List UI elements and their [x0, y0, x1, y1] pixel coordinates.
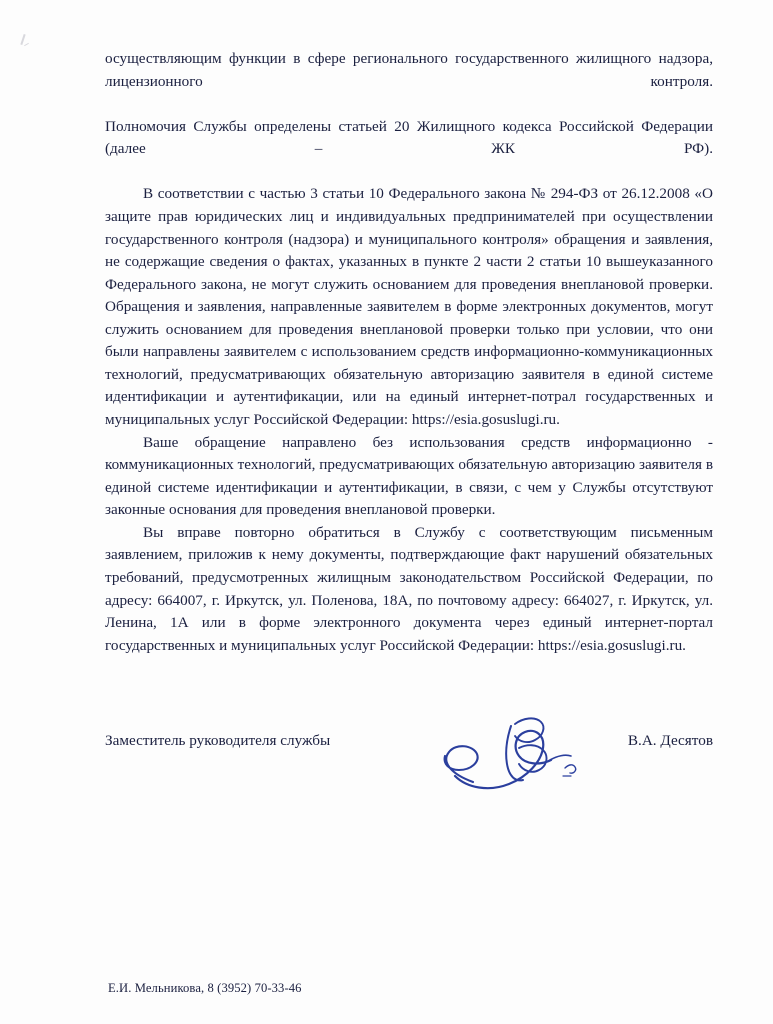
paragraph-authority: Полномочия Службы определены статьей 20 Жилищного кодекса Российской Федерации (далее – ЖК РФ).: [105, 117, 713, 158]
paragraph-continuation: осуществляющим функции в сфере регионального государственного жилищного надзора, лицензионного контроля.: [105, 50, 713, 90]
paragraph-federal-law: В соответствии с частью 3 статьи 10 Федерального закона № 294-ФЗ от 26.12.2008 «О защите прав юридических лиц и индивидуальных предпринимателей при осуществлении государственного контроля (надзора) и муниципального контроля» обращения и заявления, не содержащие сведения о фактах, указанных в пункте 2 части 2 статьи 10 вышеуказанного Федерального закона, не могут служить основанием для проведения внеплановой проверки. Обращения и заявления, направленные заявителем в форме электронных документов, могут служить основанием для проведения внеплановой проверки только при условии, что они были направлены заявителем с использованием средств информационно-коммуникационных технологий, предусматривающих обязательную авторизацию заявителя в единой системе идентификации и аутентификации, или на единый интернет-потрал государственных и муниципальных услуг Российской Федерации: https://esia.gosuslugi.ru.: [105, 185, 713, 428]
paragraph-your-request: Ваше обращение направлено без использования средств информационно - коммуникационных технологий, предусматривающих обязательную авторизацию заявителя в единой системе идентификации и аутентификации, в связи, с чем у Службы отсутствуют законные основания для проведения внеплановой проверки.: [105, 433, 713, 519]
paragraph-right-to-reapply: Вы вправе повторно обратиться в Службу с соответствующим письменным заявлением, приложив к нему документы, подтверждающие факт нарушений обязательных требований, предусмотренных жилищным законодательством Российской Федерации, по адресу: 664007, г. Иркутск, ул. Поленова, 18А, по почтовому адресу: 664027, г. Иркутск, ул. Ленина, 1А или в форме электронного документа через единый интернет-портал государственных и муниципальных услуг Российской Федерации: https://esia.gosuslugi.ru.: [105, 523, 713, 654]
scan-artifact-mark: [24, 43, 29, 46]
handwritten-signature: [415, 704, 605, 809]
signature-block: [105, 726, 713, 816]
signer-position: Заместитель руководителя службы: [105, 732, 331, 749]
document-body: [105, 48, 713, 657]
document-footer-contact: Е.И. Мельникова, 8 (3952) 70-33-46: [108, 981, 302, 995]
signer-name: В.А. Десятов: [627, 732, 713, 749]
